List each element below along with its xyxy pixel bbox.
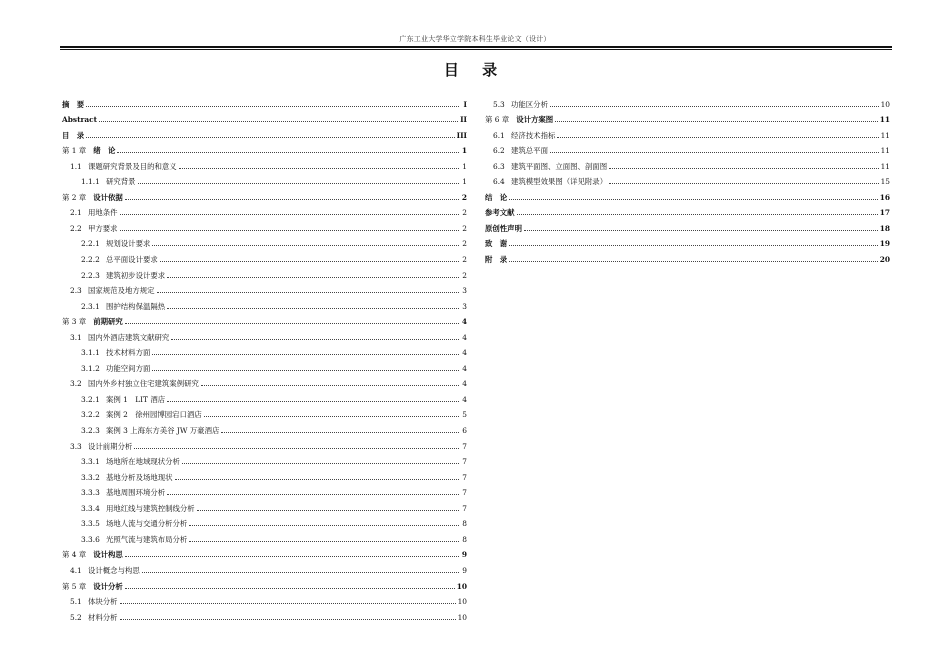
toc-leader-dots [86, 136, 454, 138]
toc-entry-label: 建筑初步设计要求 [106, 270, 166, 280]
toc-leader-dots [609, 182, 879, 184]
toc-entry-page: 10 [880, 99, 890, 109]
toc-entry[interactable] [485, 186, 890, 202]
toc-leader-dots [167, 493, 459, 495]
running-header: 广东工业大学华立学院本科生毕业论文（设计） [399, 35, 551, 43]
toc-entry-page: 10 [456, 581, 467, 591]
toc-leader-dots [120, 602, 456, 604]
toc-entry-number: 5.1 [70, 597, 82, 607]
toc-entry-page: 2 [462, 239, 467, 249]
toc-entry-label: 案例 2 徐州园博园宕口酒店 [106, 410, 202, 420]
toc-entry[interactable] [62, 155, 467, 171]
toc-entry[interactable] [485, 124, 890, 140]
toc-leader-dots [99, 120, 458, 122]
toc-leader-dots [125, 322, 459, 324]
toc-entry-label: 设计方案图 [516, 115, 554, 125]
toc-entry-page: 9 [461, 550, 467, 560]
toc-entry-label: 甲方要求 [88, 223, 118, 233]
toc-entry-page: 7 [462, 488, 467, 498]
toc-leader-dots [125, 587, 455, 589]
toc-leader-dots [550, 151, 879, 153]
page-title: 目 录 [443, 61, 507, 79]
toc-entry[interactable] [62, 497, 467, 513]
toc-leader-dots [125, 198, 459, 200]
toc-entry-label: 设计概念与构思 [88, 565, 140, 575]
toc-entry-number: 3.2.2 [81, 410, 100, 420]
toc-entry-number: 3.3.2 [81, 472, 100, 482]
toc-entry[interactable] [62, 326, 467, 342]
toc-entry[interactable] [62, 513, 467, 529]
toc-entry-label: 体块分析 [88, 597, 118, 607]
toc-entry-label: 研究背景 [106, 177, 136, 187]
toc-leader-dots [160, 260, 459, 262]
toc-entry-page: 2 [462, 270, 467, 280]
toc-leader-dots [509, 260, 878, 262]
toc-leader-dots [142, 571, 459, 573]
toc-leader-dots [555, 120, 878, 122]
toc-entry-page: 7 [462, 503, 467, 513]
toc-entry-number: 3.3.4 [81, 503, 100, 513]
toc-entry-label: 致 谢 [485, 239, 508, 249]
toc-entry-page: 11 [880, 130, 890, 140]
toc-entry-page: 7 [462, 472, 467, 482]
toc-entry-number: 6.2 [493, 146, 505, 156]
toc-entry-page: 10 [457, 597, 467, 607]
toc-entry-page: 17 [879, 208, 890, 218]
toc-entry-label: 案例 3 上海东方美谷 JW 万豪酒店 [106, 426, 220, 436]
toc-leader-dots [609, 167, 879, 169]
toc-leader-dots [221, 431, 459, 433]
toc-leader-dots [524, 229, 878, 231]
toc-leader-dots [167, 276, 459, 278]
toc-leader-dots [134, 447, 459, 449]
toc-leader-dots [182, 462, 459, 464]
toc-entry-page: 1 [461, 146, 467, 156]
toc-leader-dots [167, 400, 459, 402]
toc-entry-page: 20 [879, 255, 890, 265]
toc-right-column [485, 93, 890, 264]
toc-entry[interactable] [62, 591, 467, 607]
toc-entry-label: 国内外酒店建筑文献研究 [88, 332, 170, 342]
toc-entry[interactable] [62, 171, 467, 187]
toc-entry[interactable] [62, 342, 467, 358]
toc-entry-page: 11 [880, 161, 890, 171]
toc-entry[interactable] [62, 109, 467, 125]
toc-entry-number: 3.2.3 [81, 426, 100, 436]
toc-entry-label: Abstract [62, 115, 98, 125]
toc-leader-dots [201, 384, 459, 386]
toc-entry[interactable] [62, 388, 467, 404]
toc-entry[interactable] [485, 233, 890, 249]
toc-entry[interactable] [62, 202, 467, 218]
toc-entry-label: 建筑总平面 [511, 146, 548, 156]
toc-entry-number: 3.3.3 [81, 488, 100, 498]
toc-leader-dots [157, 291, 459, 293]
toc-entry-label: 用地条件 [88, 208, 118, 218]
toc-entry[interactable] [62, 373, 467, 389]
toc-entry-number: 4.1 [70, 565, 82, 575]
toc-entry-label: 场地所在地域现状分析 [106, 457, 180, 467]
toc-entry-label: 目 录 [62, 130, 85, 140]
toc-entry-number: 3.3 [70, 441, 82, 451]
toc-entry-page: 4 [462, 363, 467, 373]
toc-entry[interactable] [485, 202, 890, 218]
toc-entry-page: 2 [462, 208, 467, 218]
toc-entry[interactable] [62, 280, 467, 296]
toc-entry-label: 规划设计要求 [106, 239, 151, 249]
toc-entry-label: 案例 1 LIT 酒店 [106, 394, 166, 404]
toc-entry[interactable] [62, 186, 467, 202]
toc-entry-number: 5.2 [70, 612, 82, 622]
toc-entry-number: 2.2.1 [81, 239, 100, 249]
toc-entry-label: 结 论 [485, 192, 508, 202]
toc-leader-dots [138, 182, 459, 184]
toc-entry[interactable] [62, 311, 467, 327]
toc-entry[interactable] [62, 404, 467, 420]
toc-entry-label: 附 录 [485, 255, 508, 265]
toc-entry-page: 6 [462, 426, 467, 436]
toc-entry-label: 围护结构保温隔热 [106, 301, 166, 311]
toc-entry-label: 设计分析 [93, 581, 123, 591]
toc-entry-number: 3.1 [70, 332, 82, 342]
toc-entry-number: 第 2 章 [62, 192, 87, 202]
toc-entry-number: 3.3.1 [81, 457, 100, 467]
toc-entry-page: 8 [462, 534, 467, 544]
toc-entry-number: 3.2 [70, 379, 82, 389]
toc-entry[interactable] [62, 124, 467, 140]
toc-entry-label: 功能空间方面 [106, 363, 151, 373]
toc-entry-page: 5 [462, 410, 467, 420]
toc-entry[interactable] [62, 93, 467, 109]
toc-entry-label: 经济技术指标 [511, 130, 556, 140]
toc-entry-page: II [460, 115, 467, 125]
toc-entry-label: 基地分析及场地现状 [106, 472, 173, 482]
toc-leader-dots [152, 244, 459, 246]
toc-leader-dots [189, 524, 459, 526]
toc-entry-label: 用地红线与建筑控制线分析 [106, 503, 195, 513]
toc-entry[interactable] [485, 171, 890, 187]
toc-leader-dots [152, 353, 459, 355]
toc-entry[interactable] [62, 482, 467, 498]
toc-entry-number: 3.3.6 [81, 534, 100, 544]
toc-entry-number: 2.3 [70, 286, 82, 296]
toc-entry-page: 4 [462, 348, 467, 358]
toc-entry[interactable] [485, 109, 890, 125]
toc-leader-dots [171, 338, 459, 340]
toc-entry[interactable] [485, 140, 890, 156]
toc-entry-label: 场地人流与交通分析分析 [106, 519, 188, 529]
toc-entry-number: 1.1.1 [81, 177, 100, 187]
toc-leader-dots [120, 618, 456, 620]
toc-entry-page: 2 [462, 255, 467, 265]
toc-entry-number: 6.4 [493, 177, 505, 187]
toc-entry-page: 10 [457, 612, 467, 622]
toc-entry-label: 功能区分析 [511, 99, 548, 109]
toc-left-column [62, 93, 467, 622]
toc-entry[interactable] [62, 528, 467, 544]
toc-entry[interactable] [62, 419, 467, 435]
toc-entry-label: 设计依据 [93, 192, 123, 202]
toc-entry-label: 建筑平面图、立面图、剖面图 [511, 161, 608, 171]
toc-entry-number: 3.1.1 [81, 348, 100, 358]
toc-entry-page: 1 [462, 177, 467, 187]
toc-entry-label: 设计构思 [93, 550, 123, 560]
toc-entry[interactable] [62, 435, 467, 451]
toc-entry-page: 19 [879, 239, 890, 249]
toc-entry-label: 基地周围环境分析 [106, 488, 166, 498]
toc-leader-dots [550, 105, 879, 107]
toc-leader-dots [204, 415, 459, 417]
toc-entry[interactable] [62, 559, 467, 575]
toc-entry-page: 11 [880, 146, 890, 156]
toc-leader-dots [509, 244, 878, 246]
toc-entry[interactable] [485, 248, 890, 264]
toc-leader-dots [179, 167, 459, 169]
toc-entry-label: 参考文献 [485, 208, 515, 218]
toc-entry-label: 前期研究 [93, 317, 123, 327]
toc-entry-number: 6.1 [493, 130, 505, 140]
toc-entry-page: 1 [462, 161, 467, 171]
header-rule-thin [60, 49, 892, 50]
toc-leader-dots [197, 509, 459, 511]
toc-entry-page: 2 [462, 223, 467, 233]
toc-leader-dots [509, 198, 878, 200]
toc-entry[interactable] [485, 93, 890, 109]
toc-entry-label: 建筑模型效果图（详见附录） [511, 177, 608, 187]
toc-entry-page: 7 [462, 457, 467, 467]
toc-entry-page: 4 [462, 394, 467, 404]
toc-entry-number: 3.1.2 [81, 363, 100, 373]
toc-entry-label: 材料分析 [88, 612, 118, 622]
toc-entry[interactable] [62, 575, 467, 591]
toc-entry-page: 7 [462, 441, 467, 451]
toc-entry-number: 2.2.3 [81, 270, 100, 280]
toc-entry-number: 2.1 [70, 208, 82, 218]
toc-entry-label: 总平面设计要求 [106, 255, 158, 265]
toc-entry-label: 绪 论 [93, 146, 116, 156]
toc-entry-number: 2.2.2 [81, 255, 100, 265]
toc-entry-page: 2 [461, 192, 467, 202]
toc-leader-dots [175, 478, 459, 480]
toc-entry-label: 课题研究背景及目的和意义 [88, 161, 177, 171]
toc-leader-dots [86, 105, 459, 107]
toc-entry-page: 3 [462, 286, 467, 296]
toc-entry[interactable] [62, 544, 467, 560]
toc-entry-number: 第 6 章 [485, 115, 510, 125]
toc-entry-page: 18 [879, 223, 890, 233]
toc-entry[interactable] [62, 606, 467, 622]
toc-leader-dots [167, 307, 459, 309]
toc-entry-number: 第 4 章 [62, 550, 87, 560]
toc-leader-dots [117, 151, 459, 153]
toc-leader-dots [125, 555, 459, 557]
toc-entry-number: 第 3 章 [62, 317, 87, 327]
toc-entry[interactable] [485, 217, 890, 233]
toc-entry[interactable] [62, 295, 467, 311]
toc-entry-number: 第 5 章 [62, 581, 87, 591]
toc-entry[interactable] [485, 155, 890, 171]
toc-entry-page: III [456, 130, 467, 140]
toc-entry-label: 技术材料方面 [106, 348, 151, 358]
toc-entry-page: I [463, 99, 467, 109]
toc-entry-page: 16 [879, 192, 890, 202]
toc-entry-number: 1.1 [70, 161, 82, 171]
toc-entry-label: 摘 要 [62, 99, 85, 109]
toc-entry-label: 光照气流与建筑布局分析 [106, 534, 188, 544]
toc-entry-page: 9 [462, 565, 467, 575]
toc-entry-number: 2.2 [70, 223, 82, 233]
toc-entry[interactable] [62, 451, 467, 467]
toc-entry-number: 2.3.1 [81, 301, 100, 311]
toc-entry[interactable] [62, 357, 467, 373]
toc-entry-label: 设计前期分析 [88, 441, 133, 451]
toc-entry[interactable] [62, 140, 467, 156]
toc-entry-number: 3.3.5 [81, 519, 100, 529]
toc-entry-label: 原创性声明 [485, 223, 522, 233]
header-rule-thick [60, 46, 892, 48]
toc-leader-dots [189, 540, 459, 542]
toc-entry-page: 8 [462, 519, 467, 529]
toc-entry[interactable] [62, 248, 467, 264]
toc-entry-number: 6.3 [493, 161, 505, 171]
toc-entry-number: 5.3 [493, 99, 505, 109]
toc-entry-page: 3 [462, 301, 467, 311]
toc-entry[interactable] [62, 466, 467, 482]
toc-leader-dots [517, 213, 878, 215]
toc-entry-page: 4 [461, 317, 467, 327]
toc-entry-number: 第 1 章 [62, 146, 87, 156]
toc-entry-page: 15 [880, 177, 890, 187]
toc-leader-dots [557, 136, 878, 138]
toc-entry-page: 11 [879, 115, 890, 125]
toc-entry-number: 3.2.1 [81, 394, 100, 404]
toc-entry[interactable] [62, 233, 467, 249]
toc-leader-dots [120, 229, 459, 231]
toc-entry-label: 国家规范及地方规定 [88, 286, 155, 296]
toc-entry-page: 4 [462, 332, 467, 342]
toc-leader-dots [152, 369, 459, 371]
toc-entry[interactable] [62, 217, 467, 233]
toc-entry-label: 国内外乡村独立住宅建筑案例研究 [88, 379, 199, 389]
toc-leader-dots [120, 213, 459, 215]
toc-entry[interactable] [62, 264, 467, 280]
toc-entry-page: 4 [462, 379, 467, 389]
